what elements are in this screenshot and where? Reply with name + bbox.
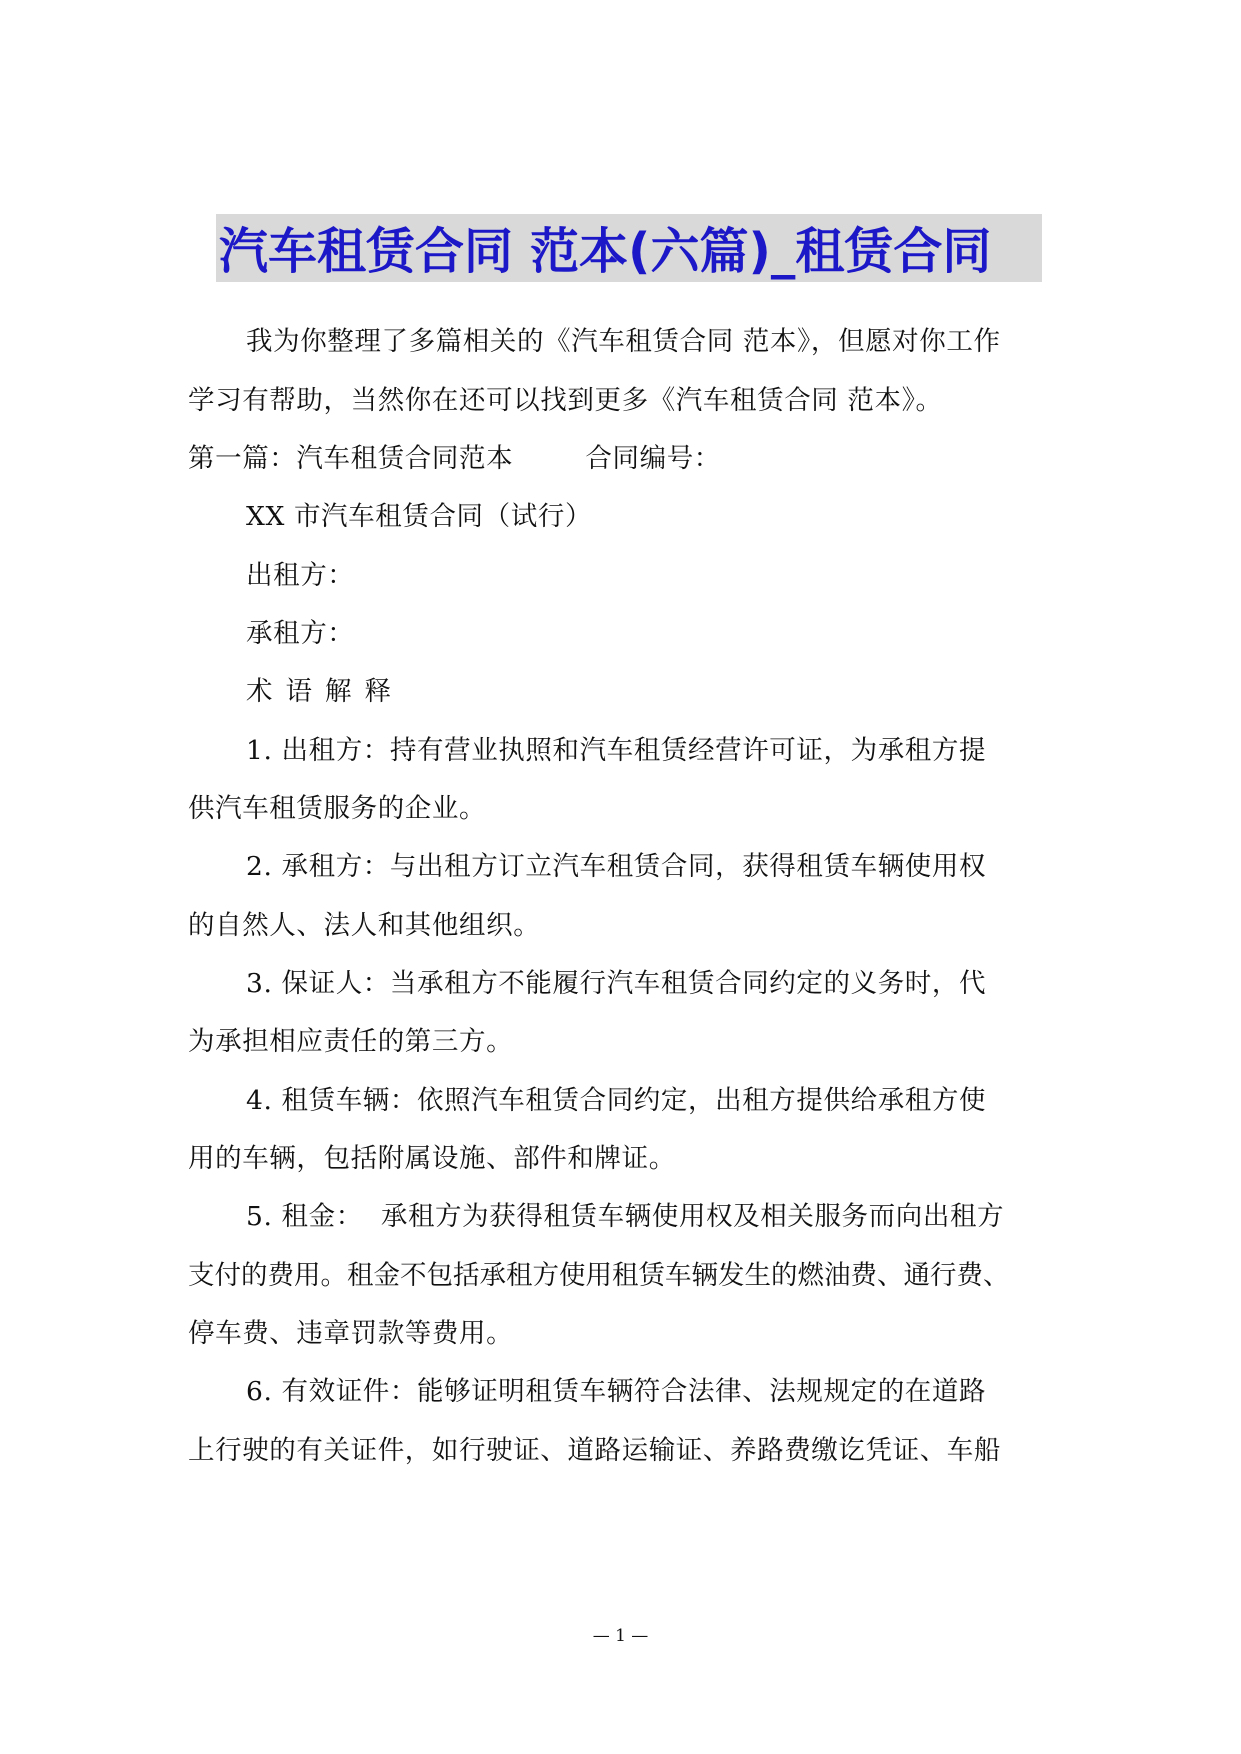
- paragraph-line: 为承担相应责任的第三方。: [188, 1026, 514, 1057]
- contract-name: XX 市汽车租赁合同（试行）: [246, 501, 593, 532]
- document-title: 汽车租赁合同 范本(六篇)_租赁合同: [219, 223, 992, 280]
- section-heading: 第一篇：汽车租赁合同范本 合同编号：: [188, 443, 721, 474]
- paragraph-line: 4. 租赁车辆：依照汽车租赁合同约定，出租方提供给承租方使: [246, 1085, 987, 1116]
- lessor-field-label: 出租方：: [246, 560, 355, 591]
- paragraph-line: 停车费、违章罚款等费用。: [188, 1318, 514, 1349]
- paragraph-line: 用的车辆，包括附属设施、部件和牌证。: [188, 1143, 676, 1174]
- paragraph-line: 1. 出租方：持有营业执照和汽车租赁经营许可证，为承租方提: [246, 735, 987, 766]
- paragraph-line: 上行驶的有关证件，如行驶证、道路运输证、养路费缴讫凭证、车船: [188, 1435, 1001, 1466]
- title-highlight: [216, 214, 1042, 282]
- terms-heading: 术语解释: [246, 676, 404, 707]
- paragraph-line: 6. 有效证件：能够证明租赁车辆符合法律、法规规定的在道路: [246, 1376, 987, 1407]
- paragraph-line: 学习有帮助，当然你在还可以找到更多《汽车租赁合同 范本》。: [188, 385, 943, 416]
- paragraph-line: 供汽车租赁服务的企业。: [188, 793, 487, 824]
- page-number: — 1 —: [592, 1626, 649, 1646]
- paragraph-line: 的自然人、法人和其他组织。: [188, 910, 541, 941]
- paragraph-line: 支付的费用。租金不包括承租方使用租赁车辆发生的燃油费、通行费、: [188, 1260, 1010, 1291]
- paragraph-line: 3. 保证人：当承租方不能履行汽车租赁合同约定的义务时，代: [246, 968, 987, 999]
- paragraph-line: 5. 租金： 承租方为获得租赁车辆使用权及相关服务而向出租方: [246, 1201, 1005, 1232]
- lessee-field-label: 承租方：: [246, 618, 355, 649]
- paragraph-line: 2. 承租方：与出租方订立汽车租赁合同，获得租赁车辆使用权: [246, 851, 987, 882]
- paragraph-line: 我为你整理了多篇相关的《汽车租赁合同 范本》，但愿对你工作: [246, 326, 1001, 357]
